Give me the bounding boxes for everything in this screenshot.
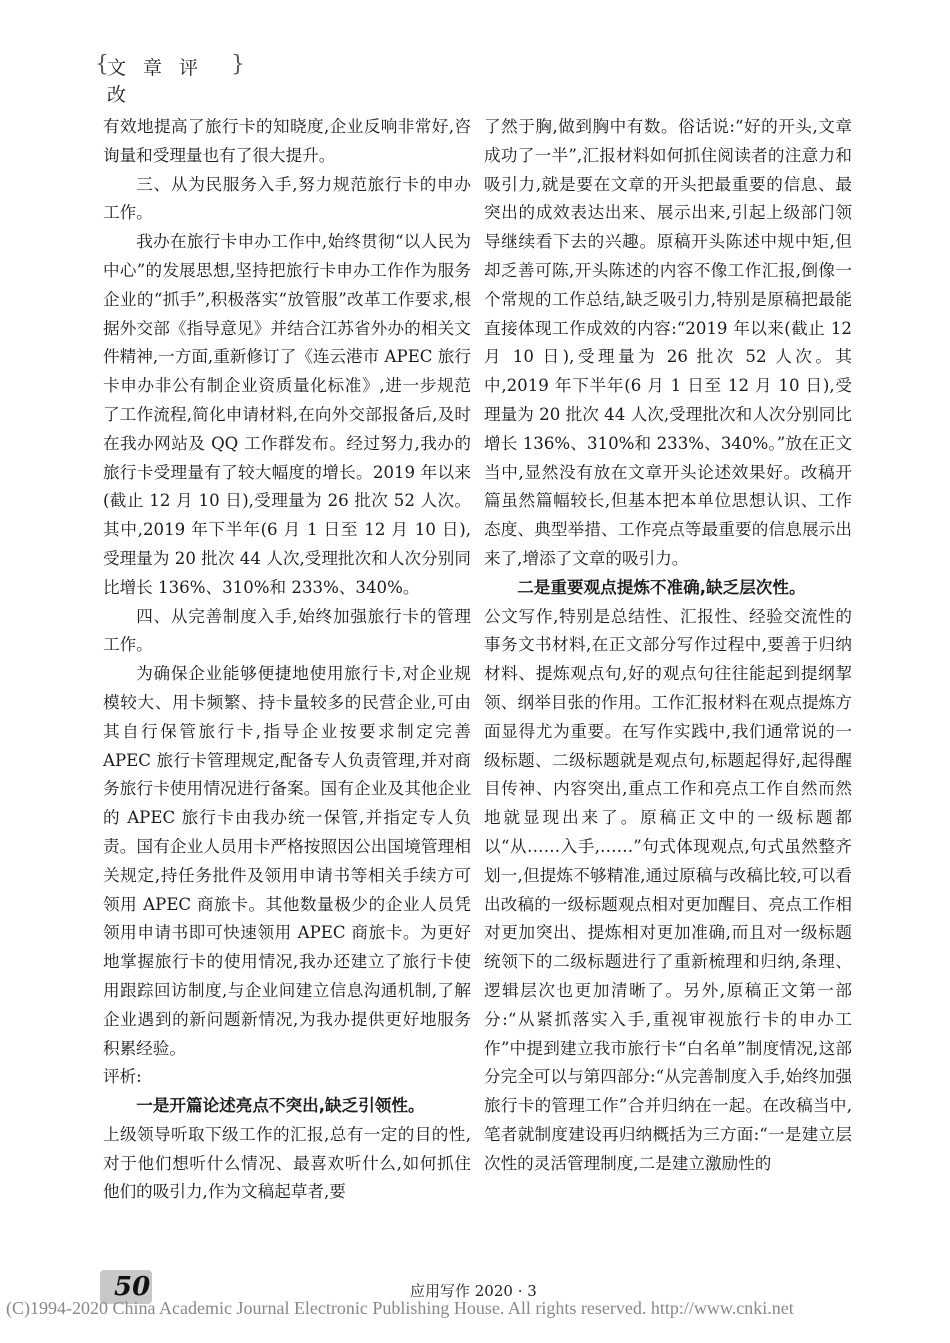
- header-left-brace: {: [95, 52, 109, 77]
- left-column: [103, 113, 471, 1207]
- paragraph: 了然于胸,做到胸中有数。俗话说:“好的开头,文章成功了一半”,汇报材料如何抓住阅读者的注意力和吸引力,就是要在文章的开头把最重要的信息、最突出的成效表达出来、展示出来,引起上级部门领导继续看下去的兴趣。原稿开头陈述中规中矩,但却乏善可陈,开头陈述的内容不像工作汇报,倒像一个常规的工作总结,缺乏吸引力,特别是原稿把最能直接体现工作成效的内容:“2019 年以来(截止 12 月 10 日),受理量为 26 批次 52 人次。其中,2019 年下半年(6 月 1 日至 12 月 10 日),受理量为 20 批次 44 人次,受理批次和人次分别同比增长 136%、310%和 233%、340%。”放在正文当中,显然没有放在文章开头论述效果好。改稿开篇虽然篇幅较长,但基本把本单位思想认识、工作态度、典型举措、工作亮点等最重要的信息展示出来了,增添了文章的吸引力。: [484, 117, 852, 568]
- section-header: [95, 50, 245, 106]
- copyright-watermark: (C)1994-2020 China Academic Journal Electronic Publishing House. All rights reserved. http://www.cnki.net: [6, 1298, 794, 1318]
- page-number: 50: [114, 1272, 151, 1302]
- paragraph: 公文写作,特别是总结性、汇报性、经验交流性的事务文书材料,在正文部分写作过程中,要善于归纳材料、提炼观点句,好的观点句往往能起到提纲挈领、纲举目张的作用。工作汇报材料在观点提炼方面显得尤为重要。在写作实践中,我们通常说的一级标题、二级标题就是观点句,标题起得好,起得醒目传神、内容突出,重点工作和亮点工作自然而然地就显现出来了。原稿正文中的一级标题都以“从……入手,……”句式体现观点,句式虽然整齐划一,但提炼不够精准,通过原稿与改稿比较,可以看出改稿的一级标题观点相对更加醒目、亮点工作相对更加突出、提炼相对更加准确,而且对一级标题统领下的二级标题进行了重新梳理和归纳,条理、逻辑层次也更加清晰了。另外,原稿正文第一部分:“从紧抓落实入手,重视审视旅行卡的申办工作”中提到建立我市旅行卡“白名单”制度情况,这部分完全可以与第四部分:“从完善制度入手,始终加强旅行卡的管理工作”合并归纳在一起。在改稿当中,笔者就制度建设再归纳概括为三方面:“一是建立层次性的灵活管理制度,二是建立激励性的: [484, 606, 852, 1173]
- paragraph: 有效地提高了旅行卡的知晓度,企业反响非常好,咨询量和受理量也有了很大提升。: [103, 117, 471, 165]
- paragraph: 上级领导听取下级工作的汇报,总有一定的目的性,对于他们想听什么情况、最喜欢听什么,如何抓住他们的吸引力,作为文稿起草者,要: [103, 1124, 471, 1202]
- section-title: 文章评改: [107, 57, 216, 106]
- paragraph: 我办在旅行卡申办工作中,始终贯彻“以人民为中心”的发展思想,坚持把旅行卡申办工作作为服务企业的“抓手”,积极落实“放管服”改革工作要求,根据外交部《指导意见》并结合江苏省外办的相关文件精神,一方面,重新修订了《连云港市 APEC 旅行卡申办非公有制企业资质量化标准》,进一步规范了工作流程,简化申请材料,在向外交部报备后,及时在我办网站及 QQ 工作群发布。经过努力,我办的旅行卡受理量有了较大幅度的增长。2019 年以来(截止 12 月 10 日),受理量为 26 批次 52 人次。其中,2019 年下半年(6 月 1 日至 12 月 10 日),受理量为 20 批次 44 人次,受理批次和人次分别同比增长 136%、310%和 233%、340%。: [103, 232, 471, 597]
- paragraph: 四、从完善制度入手,始终加强旅行卡的管理工作。: [103, 606, 471, 655]
- paragraph: 一是开篇论述亮点不突出,缺乏引领性。: [136, 1096, 425, 1116]
- paragraph: 二是重要观点提炼不准确,缺乏层次性。: [517, 577, 806, 597]
- paragraph: 评析:: [103, 1067, 142, 1087]
- right-column: [484, 113, 852, 1178]
- journal-name: 应用写作 2020 · 3: [410, 1282, 537, 1300]
- paragraph: 三、从为民服务入手,努力规范旅行卡的申办工作。: [103, 174, 471, 223]
- page-footer: [0, 1270, 950, 1340]
- header-right-brace: }: [231, 52, 245, 77]
- paragraph: 为确保企业能够便捷地使用旅行卡,对企业规模较大、用卡频繁、持卡量较多的民营企业,可由其自行保管旅行卡,指导企业按要求制定完善 APEC 旅行卡管理规定,配备专人负责管理,并对商务旅行卡使用情况进行备案。国有企业及其他企业的 APEC 旅行卡由我办统一保管,并指定专人负责。国有企业人员用卡严格按照因公出国境管理相关规定,持任务批件及领用申请书等相关手续方可领用 APEC 商旅卡。其他数量极少的企业人员凭领用申请书即可快速领用 APEC 商旅卡。为更好地掌握旅行卡的使用情况,我办还建立了旅行卡使用跟踪回访制度,与企业间建立信息沟通机制,了解企业遇到的新问题新情况,为我办提供更好地服务积累经验。: [103, 664, 471, 1058]
